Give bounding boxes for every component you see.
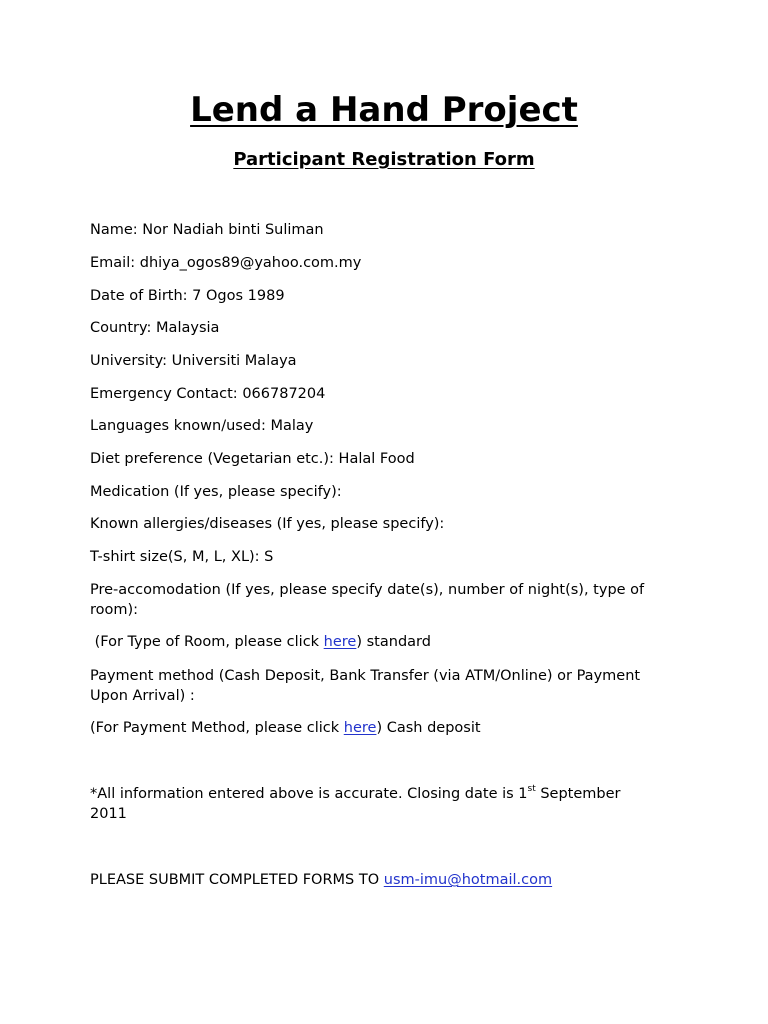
field-tshirt-size	[90, 548, 680, 568]
field-label: Payment method (Cash Deposit, Bank Transfer (via ATM/Online) or Payment Upon Arrival) :	[90, 668, 641, 704]
field-value: S	[264, 549, 274, 565]
submit-instructions	[90, 871, 680, 891]
room-type-note	[90, 633, 680, 653]
room-type-link[interactable]: here	[323, 634, 357, 650]
submit-text: PLEASE SUBMIT COMPLETED FORMS TO	[90, 872, 384, 888]
field-value: Malay	[270, 418, 314, 434]
field-label: Name:	[90, 222, 138, 238]
field-value: Halal Food	[338, 451, 415, 467]
field-value: Nor Nadiah binti Suliman	[142, 222, 324, 238]
field-label: Pre-accomodation (If yes, please specify date(s), number of night(s), type of room):	[90, 582, 645, 618]
field-label: Known allergies/diseases (If yes, please specify):	[90, 516, 445, 532]
field-label: T-shirt size(S, M, L, XL):	[90, 549, 260, 565]
field-label: Email:	[90, 255, 136, 271]
submit-email-link[interactable]: usm-imu@hotmail.com	[383, 872, 553, 888]
field-label: Diet preference (Vegetarian etc.):	[90, 451, 334, 467]
document-subtitle: Participant Registration Form	[233, 149, 535, 170]
field-label: Medication (If yes, please specify):	[90, 484, 342, 500]
accuracy-disclaimer	[90, 785, 650, 824]
field-value: Malaysia	[156, 320, 220, 336]
field-diet-preference	[90, 450, 680, 470]
field-email	[90, 254, 680, 274]
field-emergency-contact	[90, 385, 680, 405]
payment-method-link[interactable]: here	[343, 720, 377, 736]
field-payment-method	[90, 667, 680, 706]
payment-method-note	[90, 719, 680, 739]
field-date-of-birth	[90, 287, 680, 307]
field-languages	[90, 417, 680, 437]
field-value: Universiti Malaya	[171, 353, 297, 369]
field-label: Date of Birth:	[90, 288, 188, 304]
room-note-suffix: ) standard	[356, 634, 431, 650]
field-medication	[90, 483, 680, 503]
field-label: Country:	[90, 320, 152, 336]
field-value: 066787204	[242, 386, 326, 402]
room-note-prefix: (For Type of Room, please click	[90, 634, 324, 650]
field-label: Emergency Contact:	[90, 386, 238, 402]
field-university	[90, 352, 680, 372]
field-allergies	[90, 515, 680, 535]
payment-note-prefix: (For Payment Method, please click	[90, 720, 344, 736]
document-title: Lend a Hand Project	[190, 90, 578, 130]
field-value: 7 Ogos 1989	[192, 288, 285, 304]
disclaimer-text: *All information entered above is accurate. Closing date is 1	[90, 786, 528, 802]
ordinal-suffix: st	[527, 784, 536, 795]
field-pre-accommodation	[90, 581, 680, 620]
payment-note-suffix: ) Cash deposit	[376, 720, 481, 736]
disclaimer-text-after: September 2011	[90, 786, 621, 822]
field-value: dhiya_ogos89@yahoo.com.my	[139, 255, 362, 271]
field-label: University:	[90, 353, 167, 369]
field-country	[90, 319, 680, 339]
field-name	[90, 221, 680, 241]
field-label: Languages known/used:	[90, 418, 266, 434]
